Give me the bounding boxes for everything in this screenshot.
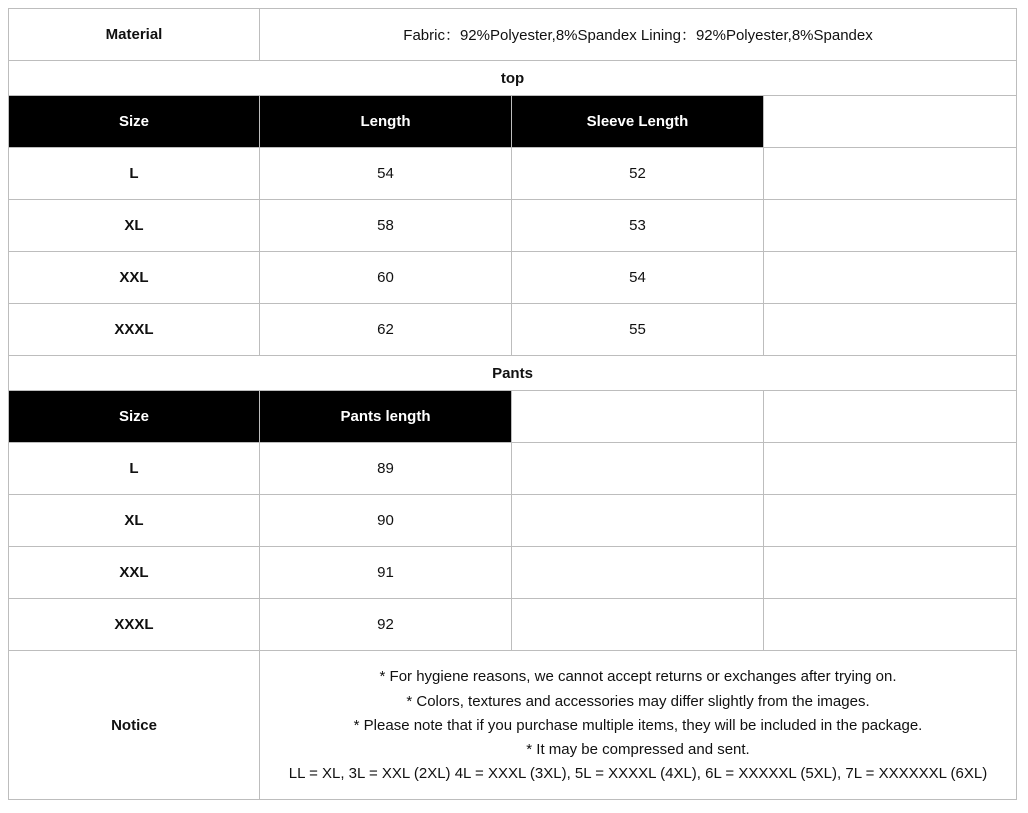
top-size-cell: XXL: [9, 252, 260, 304]
table-row: [9, 304, 1017, 356]
empty-cell: [764, 547, 1017, 599]
notice-content: [260, 651, 1017, 800]
notice-row: [9, 651, 1017, 800]
top-size-cell: XXXL: [9, 304, 260, 356]
table-row: [9, 495, 1017, 547]
pants-size-cell: XL: [9, 495, 260, 547]
table-row: [9, 547, 1017, 599]
table-row: [9, 443, 1017, 495]
empty-cell: [512, 391, 764, 443]
empty-cell: [512, 495, 764, 547]
empty-cell: [764, 200, 1017, 252]
top-header-length: Length: [260, 96, 512, 148]
empty-cell: [764, 96, 1017, 148]
empty-cell: [764, 495, 1017, 547]
top-sleeve-length-cell: 55: [512, 304, 764, 356]
pants-size-cell: XXXL: [9, 599, 260, 651]
pants-section-title: Pants: [9, 356, 1017, 391]
pants-header-size: Size: [9, 391, 260, 443]
pants-length-cell: 91: [260, 547, 512, 599]
top-header-size: Size: [9, 96, 260, 148]
pants-header-row: [9, 391, 1017, 443]
notice-line: * Colors, textures and accessories may differ slightly from the images.: [406, 692, 870, 710]
table-row: [9, 252, 1017, 304]
pants-size-cell: XXL: [9, 547, 260, 599]
material-label: Material: [9, 9, 260, 61]
pants-size-cell: L: [9, 443, 260, 495]
table-row: [9, 148, 1017, 200]
pants-length-cell: 90: [260, 495, 512, 547]
size-chart-table: [8, 8, 1017, 800]
table-row: [9, 599, 1017, 651]
pants-header-pants-length: Pants length: [260, 391, 512, 443]
size-chart: [8, 8, 1016, 800]
top-size-cell: L: [9, 148, 260, 200]
empty-cell: [764, 252, 1017, 304]
empty-cell: [512, 443, 764, 495]
top-section-title: top: [9, 61, 1017, 96]
top-length-cell: 60: [260, 252, 512, 304]
material-row: [9, 9, 1017, 61]
empty-cell: [512, 599, 764, 651]
notice-line: * Please note that if you purchase multiple items, they will be included in the package.: [353, 716, 923, 734]
material-value: Fabric：92%Polyester,8%Spandex Lining：92%Polyester,8%Spandex: [260, 9, 1017, 61]
pants-length-cell: 89: [260, 443, 512, 495]
notice-label: Notice: [9, 651, 260, 800]
top-sleeve-length-cell: 52: [512, 148, 764, 200]
empty-cell: [764, 148, 1017, 200]
notice-line: * It may be compressed and sent.: [526, 741, 750, 759]
notice-line: * For hygiene reasons, we cannot accept returns or exchanges after trying on.: [379, 668, 897, 686]
top-header-sleeve-length: Sleeve Length: [512, 96, 764, 148]
pants-length-cell: 92: [260, 599, 512, 651]
top-header-row: [9, 96, 1017, 148]
size-conversion-line: LL = XL, 3L = XXL (2XL) 4L = XXXL (3XL), 5L = XXXXL (4XL), 6L = XXXXXL (5XL), 7L = XXXXXXL (6XL): [288, 765, 988, 783]
table-row: [9, 200, 1017, 252]
top-length-cell: 62: [260, 304, 512, 356]
empty-cell: [764, 599, 1017, 651]
top-length-cell: 54: [260, 148, 512, 200]
empty-cell: [764, 391, 1017, 443]
empty-cell: [764, 443, 1017, 495]
pants-section-row: [9, 356, 1017, 391]
empty-cell: [764, 304, 1017, 356]
top-length-cell: 58: [260, 200, 512, 252]
top-section-row: [9, 61, 1017, 96]
empty-cell: [512, 547, 764, 599]
top-sleeve-length-cell: 53: [512, 200, 764, 252]
top-sleeve-length-cell: 54: [512, 252, 764, 304]
top-size-cell: XL: [9, 200, 260, 252]
